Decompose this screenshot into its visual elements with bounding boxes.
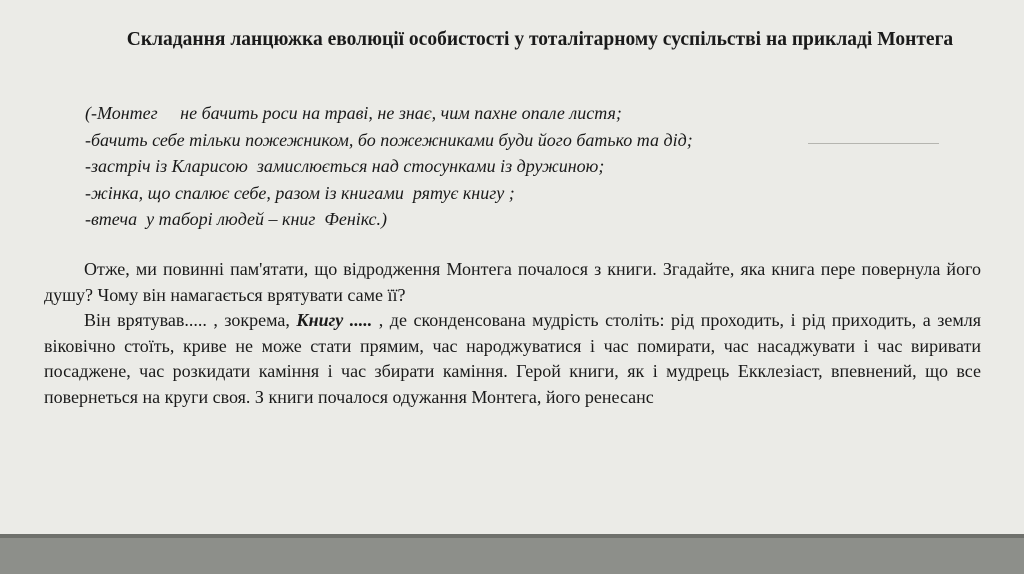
chain-item: -жінка, що спалює себе, разом із книгами рятує книгу ; [85, 182, 515, 203]
paragraph-book-intro: Він врятував..... , зокрема, [84, 310, 297, 331]
paragraph-restoration: Отже, ми повинні пам'ятати, що відродження Монтега почалося з книги. Згадайте, яка книга пере повернула його душу? Чому він намагається врятувати саме її? [44, 259, 981, 305]
chain-item: (-Монтег не бачить роси на траві, не знає, чим пахне опале листя; [85, 103, 622, 123]
slide-title: Складання ланцюжка еволюції особистості у тоталітарному суспільстві на прикладі Монтега [126, 29, 954, 50]
paragraph-book-rest: , де сконденсована мудрість століть: рід проходить, і рід приходить, а земля віковічно стоїть, криве не може стати прямим, час народжуватися і час помирати, час насаджувати і час виривати посаджене, час розкидати каміння і час збирати каміння. Герой книги, як і мудрець Екклезіаст, впевнений, що все повернеться на круги своя. З книги почалося одужання Монтега, його ренесанс [44, 310, 981, 407]
paragraph-book [44, 308, 981, 410]
evolution-chain-list [85, 100, 985, 233]
footer-band [0, 538, 1024, 574]
decorative-line [808, 143, 939, 144]
chain-item: -застріч із Кларисою замислюється над стосунками із дружиною; [85, 156, 605, 176]
chain-item: -втеча у таборі людей – книг Фенікс.) [85, 209, 388, 229]
book-emphasis: Книгу ..... [296, 310, 373, 331]
body-text [44, 257, 981, 411]
chain-item: -бачить себе тільки пожежником, бо пожежниками буди його батько та дід; [85, 129, 693, 150]
